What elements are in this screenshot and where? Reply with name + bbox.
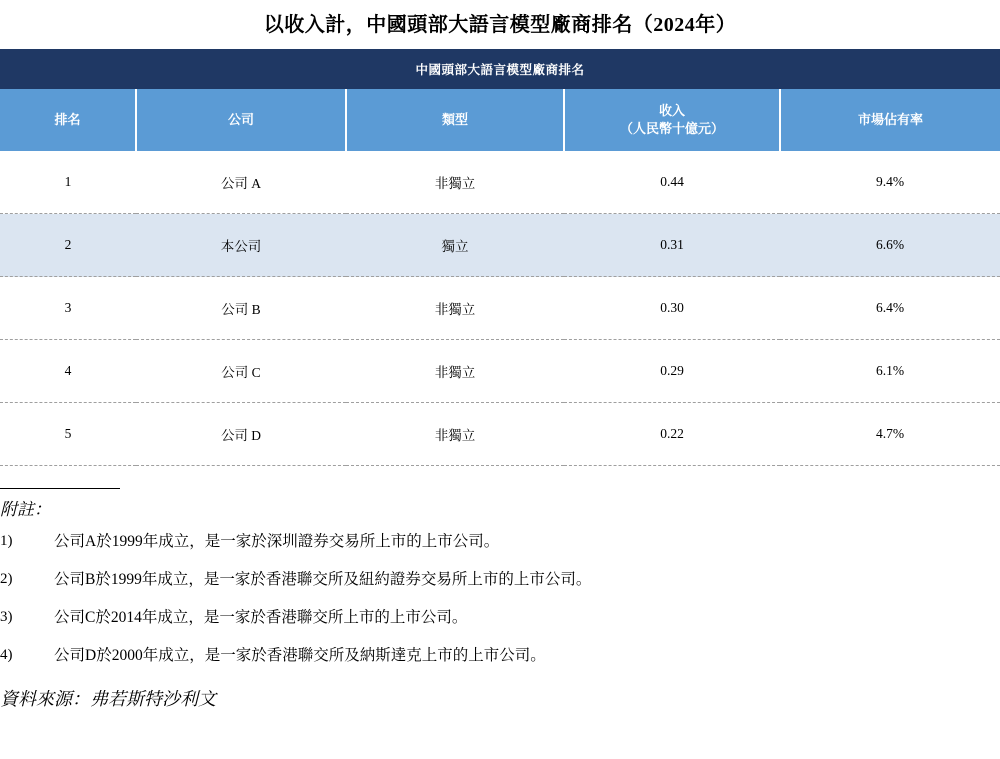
- note-text: 公司D於2000年成立，是一家於香港聯交所及納斯達克上市的上市公司。: [54, 647, 546, 665]
- cell-rank: 4: [0, 340, 136, 403]
- note-number: 1): [0, 533, 13, 549]
- note-item: [0, 646, 1000, 666]
- cell-type: 獨立: [346, 214, 564, 277]
- note-text: 公司A於1999年成立，是一家於深圳證券交易所上市的上市公司。: [54, 533, 500, 550]
- cell-share: 6.4%: [780, 277, 1000, 340]
- cell-share: 6.1%: [780, 340, 1000, 403]
- cell-revenue: 0.44: [564, 151, 780, 214]
- note-number: 2): [0, 571, 13, 588]
- column-header-revenue-line1: 收入: [658, 103, 685, 119]
- cell-share: 9.4%: [780, 151, 1000, 214]
- table-band-title-row: [0, 49, 1000, 89]
- table-row: [0, 340, 1000, 403]
- note-text: 公司B於1999年成立，是一家於香港聯交所及紐約證券交易所上市的上市公司。: [54, 571, 592, 589]
- cell-revenue: 0.22: [564, 403, 780, 466]
- cell-revenue: 0.31: [564, 214, 780, 277]
- cell-share: 4.7%: [780, 403, 1000, 466]
- page-title: 以收入計，中國頭部大語言模型廠商排名（2024年）: [263, 14, 737, 36]
- cell-company: 公司 A: [136, 151, 346, 214]
- column-header-rank: 排名: [0, 89, 136, 151]
- cell-company: 公司 D: [136, 403, 346, 466]
- cell-rank: 5: [0, 403, 136, 466]
- cell-revenue: 0.30: [564, 277, 780, 340]
- note-number: 3): [0, 609, 13, 626]
- table-row: [0, 277, 1000, 340]
- notes-label: 附註：: [0, 500, 51, 519]
- note-item: [0, 532, 1000, 552]
- note-item: [0, 570, 1000, 590]
- column-header-company: 公司: [136, 89, 346, 151]
- column-header-revenue: [564, 89, 780, 151]
- cell-company: 公司 B: [136, 277, 346, 340]
- table-row: [0, 151, 1000, 214]
- cell-rank: 2: [0, 214, 136, 277]
- notes-section: [0, 466, 1000, 711]
- column-header-type: 類型: [346, 89, 564, 151]
- ranking-table-container: [0, 49, 1000, 466]
- cell-type: 非獨立: [346, 151, 564, 214]
- cell-revenue: 0.29: [564, 340, 780, 403]
- table-row: [0, 214, 1000, 277]
- cell-share: 6.6%: [780, 214, 1000, 277]
- cell-type: 非獨立: [346, 340, 564, 403]
- notes-divider: [0, 488, 120, 489]
- column-header-revenue-line2: （人民幣十億元）: [619, 121, 724, 136]
- cell-type: 非獨立: [346, 403, 564, 466]
- cell-rank: 1: [0, 151, 136, 214]
- cell-type: 非獨立: [346, 277, 564, 340]
- cell-company: 公司 C: [136, 340, 346, 403]
- cell-company: 本公司: [136, 214, 346, 277]
- ranking-table: [0, 49, 1000, 466]
- table-band-title: 中國頭部大語言模型廠商排名: [0, 49, 1000, 89]
- table-row: [0, 403, 1000, 466]
- note-number: 4): [0, 647, 13, 664]
- source-line: 資料來源：弗若斯特沙利文: [0, 688, 216, 709]
- cell-rank: 3: [0, 277, 136, 340]
- note-item: [0, 608, 1000, 628]
- column-header-share: 市場佔有率: [780, 89, 1000, 151]
- table-header-row: [0, 89, 1000, 151]
- note-text: 公司C於2014年成立，是一家於香港聯交所上市的上市公司。: [54, 609, 468, 627]
